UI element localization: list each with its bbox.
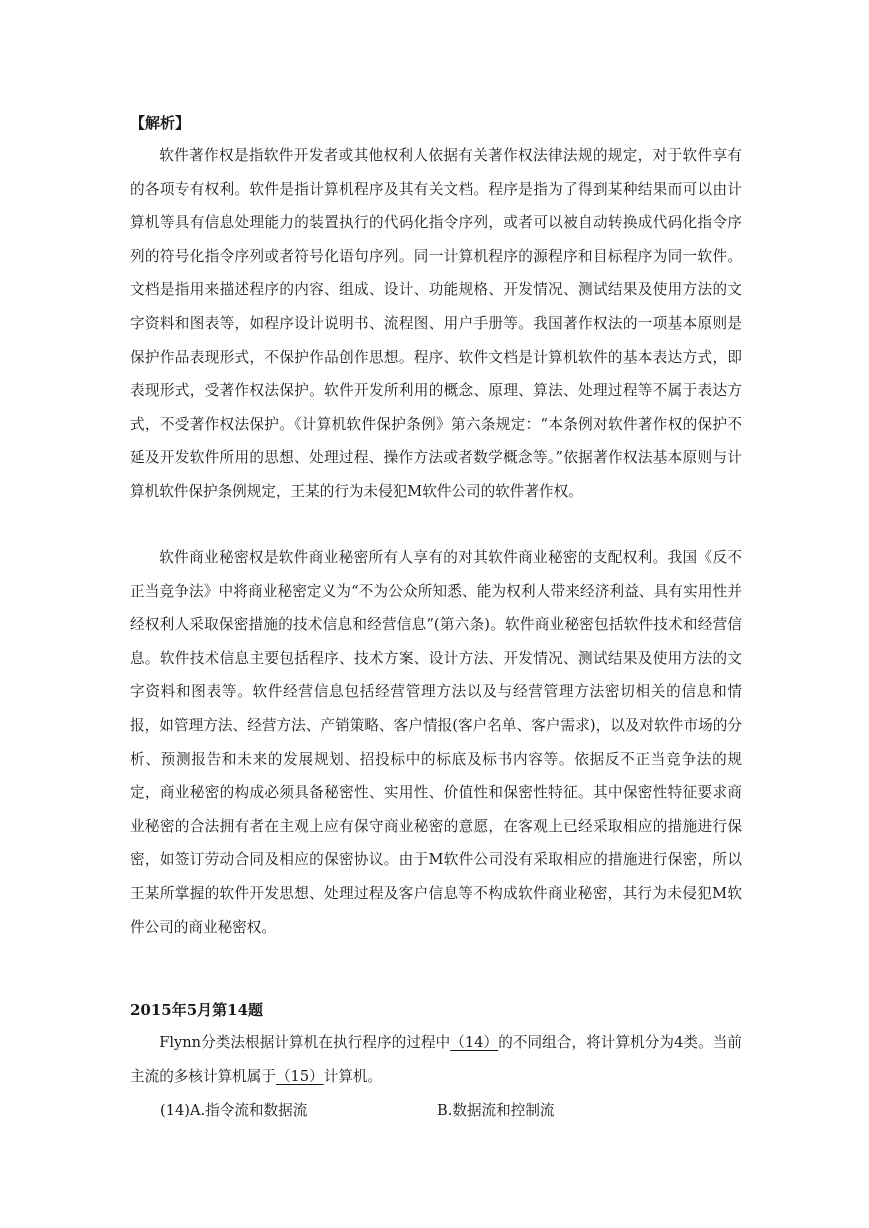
question-heading: 2015年5月第14题 [130,1001,264,1019]
question-stem [130,1026,742,1093]
question-text-part2: 的不同组合，将计算机分为4类。当前主流的多核计算机属于 [130,1034,742,1085]
analysis-paragraph-copyright: 软件著作权是指软件开发者或其他权利人依据有关著作权法律法规的规定，对于软件享有的各项专有权利。软件是指计算机程序及其有关文档。程序是指为了得到某种结果而可以由计算机等具有信息处理能力的装置执行的代码化指令序列，或者可以被自动转换成代码化指令序列的符号化指令序列或者符号化语句序列。同一计算机程序的源程序和目标程序为同一软件。文档是指用来描述程序的内容、组成、设计、功能规格、开发情况、测试结果及使用方法的文字资料和图表等，如程序设计说明书、流程图、用户手册等。我国著作权法的一项基本原则是保护作品表现形式，不保护作品创作思想。程序、软件文档是计算机软件的基本表达方式，即表现形式，受著作权法保护。软件开发所利用的概念、原理、算法、处理过程等不属于表达方式，不受著作权法保护。《计算机软件保护条例》第六条规定：“本条例对软件著作权的保护不延及开发软件所用的思想、处理过程、操作方法或者数学概念等。”依据著作权法基本原则与计算机软件保护条例规定，王某的行为未侵犯M软件公司的软件著作权。 [130,147,742,500]
answer-blank-15: （15） [275,1067,324,1085]
answer-blank-14: （14） [450,1034,499,1051]
option-a: (14)A.指令流和数据流 [160,1102,308,1119]
analysis-heading: 【解析】 [130,114,191,132]
question-text-part1: Flynn分类法根据计算机在执行程序的过程中 [159,1034,451,1051]
question-text-part3: 计算机。 [323,1067,383,1085]
analysis-paragraph-trade-secret: 软件商业秘密权是软件商业秘密所有人享有的对其软件商业秘密的支配权利。我国《反不正当竞争法》中将商业秘密定义为“不为公众所知悉、能为权利人带来经济利益、具有实用性并经权利人采取保密措施的技术信息和经营信息”(第六条)。软件商业秘密包括软件技术和经营信息。软件技术信息主要包括程序、技术方案、设计方法、开发情况、测试结果及使用方法的文字资料和图表等。软件经营信息包括经营管理方法以及与经营管理方法密切相关的信息和情报，如管理方法、经营方法、产销策略、客户情报(客户名单、客户需求)，以及对软件市场的分析、预测报告和未来的发展规划、招投标中的标底及标书内容等。依据反不正当竞争法的规定，商业秘密的构成必须具备秘密性、实用性、价值性和保密性特征。其中保密性特征要求商业秘密的合法拥有者在主观上应有保守商业秘密的意愿，在客观上已经采取相应的措施进行保密，如签订劳动合同及相应的保密协议。由于M软件公司没有采取相应的措施进行保密，所以王某所掌握的软件开发思想、处理过程及客户信息等不构成软件商业秘密，其行为未侵犯M软件公司的商业秘密权。 [130,549,742,936]
option-b: B.数据流和控制流 [437,1102,555,1119]
